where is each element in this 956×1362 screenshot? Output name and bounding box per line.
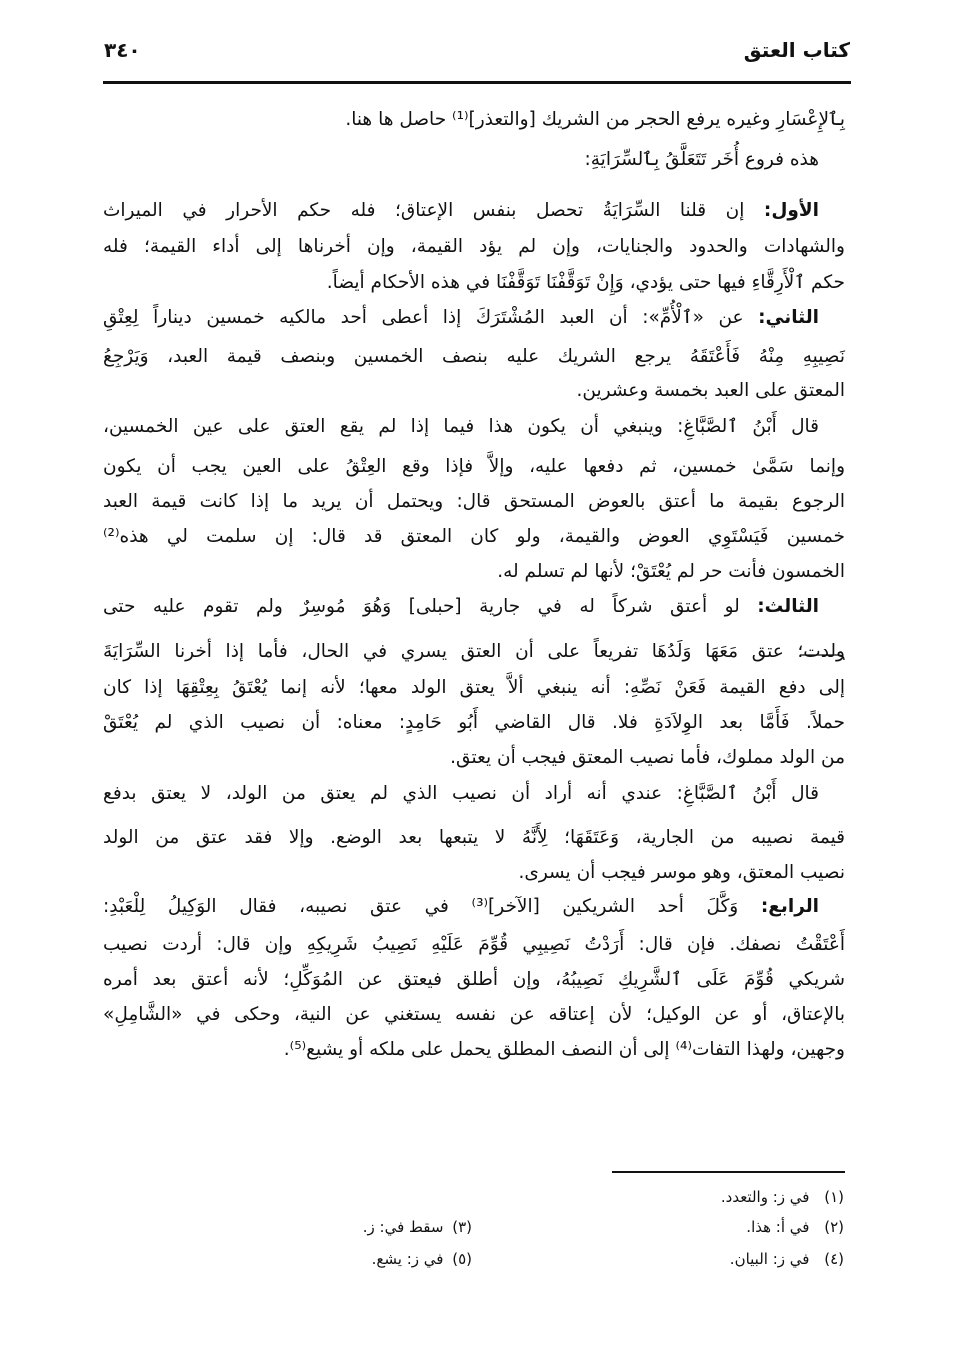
text-line (103, 557, 845, 587)
line-text: إن قلنا السِّرَايَةُ تحصل بنفس الإعتاق؛ فله حكم الأحرار في الميراث (103, 200, 764, 221)
text-line (103, 637, 845, 667)
line-text: بالإعتاق، أو عن الوكيل؛ لأن إعتاقه عن نفسه يستغني عن النية، وحكى في «الشَّامِلِ» (103, 1004, 845, 1025)
footnote-number: (٣) (447, 1218, 472, 1236)
line-text: هذه فروع أُخَر تَتَعَلَّقُ بِٱلسِّرَايَةِ: (584, 149, 819, 170)
text-line (103, 858, 845, 888)
section-label: الثالث: (757, 596, 819, 617)
text-line (103, 412, 819, 442)
line-text: قال أَبْنُ ٱلصَّبَّاغِ: وينبغي أن يكون هذا فيما إذا لم يقع العتق على عين الخمسين، (103, 416, 819, 437)
line-text: المعتق على العبد بخمسة وعشرين. (576, 380, 845, 401)
line-text: والشهادات والحدود والجنايات، وإن لم يؤد القيمة، وإن أخرناها إلى أداء القيمة؛ فله (103, 236, 845, 257)
margin-mark-icon (800, 648, 846, 662)
text-line (103, 965, 845, 995)
line-text: وإنما سَمَّىٰ خمسين، ثم دفعها عليه، وإلاَّ فإذا وقع العِتْقُ على العين يجب أن يكون (103, 456, 845, 477)
footnote-text: سقط في: ز. (362, 1218, 444, 1236)
text-line (103, 743, 845, 773)
running-header-title: كتاب العتق (743, 38, 850, 62)
section-label: الأول: (763, 200, 819, 221)
footnote (730, 1250, 844, 1268)
section-label: الثاني: (758, 307, 819, 328)
footnote (372, 1250, 472, 1268)
text-line (103, 1035, 845, 1065)
text-line (103, 823, 845, 853)
line-text: نصيب المعتق، وهو موسر فيجب أن يسرى. (518, 862, 845, 883)
footnote-text: في ز: والتعدد. (720, 1188, 810, 1206)
footnote-number: (٥) (447, 1250, 472, 1268)
line-text: عن «ٱلْأُمِّ»: أن العبد المُشْتَرَكَ إذا أعطى أحد مالكيه خمسين ديناراً لِعِتْقِ (103, 307, 759, 328)
text-line (103, 303, 819, 333)
text-line (103, 268, 845, 298)
line-text: من الولد مملوك، فأما نصيب المعتق فيجب أن يعتق. (450, 747, 845, 768)
section-label: الرابع: (760, 896, 819, 917)
line-text: أَعْتَقْتُ نصفك. فإن قال: أَرَدْتُ نَصِيبِي قُوِّمَ عَلَيْهِ نَصِيبُ شَرِيكِهِ وإن قال: أردت نصيب (103, 934, 845, 955)
line-text: وَكَّلَ أحد الشريكين [الآخر]⁽³⁾ في عتق نصيبه، فقال الوَكِيلُ لِلْعَبْدِ: (103, 896, 761, 917)
header-rule (103, 81, 851, 84)
footnote (746, 1218, 844, 1236)
text-line (103, 376, 845, 406)
line-text: بِٱلإِعْسَارِ وغيره يرفع الحجر من الشريك [والتعذر]⁽¹⁾ حاصل ها هنا. (345, 109, 845, 130)
text-line (103, 487, 845, 517)
text-line (103, 452, 845, 482)
line-text: إلى دفع القيمة فَعَنْ نَصِّهِ: أنه ينبغي ألاَّ يعتق الولد معها؛ لأنه إنما يُعْتَقُ بِعِتْقِهَا إذا كان (103, 677, 845, 698)
text-line (103, 673, 845, 703)
text-line (103, 105, 845, 135)
line-text: الرجوع بقيمة ما أعتق بالعوض المستحق قال: ويحتمل أن يريد ما إذا كانت قيمة العبد (103, 491, 845, 512)
text-line (103, 342, 845, 372)
line-text: حملاً. فَأَمَّا بعد الوِلاَدَةِ فلا. قال القاضي أَبُو حَامِدٍ: معناه: أن نصيب الذي لم يُعْتَقْ (103, 712, 845, 733)
line-text: قيمة نصيبه من الجارية، وَعَتَقَهَا؛ لِأَنَّهُ لا يتبعها بعد الوضع. وإلا فقد عتق من الولد (103, 827, 845, 848)
text-line (103, 708, 845, 738)
line-text: نَصِيبِهِ مِنْهُ فَأَعْتَقَهُ يرجع الشريك عليه بنصف الخمسين وبنصف قيمة العبد، وَيَرْجِعُ (103, 346, 845, 367)
footnote-text: في أ: هذا. (746, 1218, 810, 1236)
text-line (103, 592, 819, 622)
footnote (363, 1218, 472, 1236)
line-text: ولدت؛ عتق مَعَهَا وَلَدُهَا تفريعاً على أن العتق يسري في الحال، فأما إذا أخرنا السِّرَايَةَ (103, 641, 845, 662)
line-text: وجهين، ولهذا التفات⁽⁴⁾ إلى أن النصف المطلق يحمل على ملكه أو يشيع⁽⁵⁾. (283, 1039, 845, 1060)
text-line (103, 1000, 845, 1030)
line-text: خمسين فَيَسْتَوِي العوض والقيمة، ولو كان المعتق قد قال: إن سلمت لي هذه⁽²⁾ (103, 526, 845, 547)
page-number: ٣٤٠ (104, 38, 141, 62)
line-text: قال أَبْنُ ٱلصَّبَّاغِ: عندي أنه أراد أن نصيب الذي لم يعتق من الولد، لا يعتق بدفع (103, 783, 819, 804)
footnote-number: (٤) (819, 1250, 844, 1268)
text-line (103, 196, 819, 226)
text-line (103, 145, 819, 175)
text-line (103, 892, 819, 922)
text-line (103, 779, 819, 809)
line-text: الخمسون فأنت حر لم يُعْتَقْ؛ لأنها لم تسلم له. (497, 561, 845, 582)
footnote-text: في ز: يشع. (371, 1250, 444, 1268)
line-text: لو أعتق شركاً له في جارية [حبلى] وَهُوَ مُوسِرٌ ولم تقوم عليه حتى (103, 596, 758, 617)
text-line (103, 930, 845, 960)
line-text: حكم ٱلْأَرِقَّاءِ فيها حتى يؤدي، وَإِنْ تَوَقَّفْنَا تَوَقَّفْنَا في هذه الأحكام أيضاً. (326, 272, 845, 293)
text-line (103, 232, 845, 262)
line-text: شريكي قُوِّمَ عَلَى ٱلشَّرِيكِ نَصِيبُهُ، وإن أطلق فيعتق عن المُوَكِّلِ؛ لأنه أعتق بعد أمره (103, 969, 845, 990)
footnote-number: (١) (819, 1188, 844, 1206)
footnote-text: في ز: البيان. (729, 1250, 810, 1268)
footnote-number: (٢) (819, 1218, 844, 1236)
footnote-rule (612, 1171, 845, 1173)
text-line (103, 522, 845, 552)
footnote (721, 1188, 844, 1206)
